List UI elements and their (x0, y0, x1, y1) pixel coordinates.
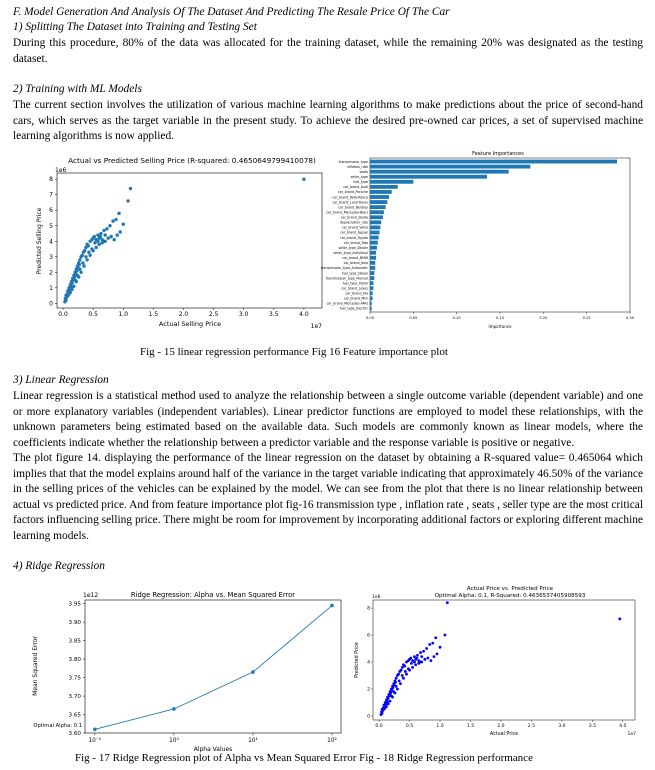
fig18-data-point (401, 666, 404, 669)
fig18-x-tick-label: 1.5 (466, 724, 475, 729)
fig18-data-point (420, 661, 423, 664)
fig18-data-point (396, 688, 399, 691)
fig18-x-ticks (375, 720, 626, 729)
fig16-bar (370, 205, 386, 209)
fig16-bar (370, 307, 372, 311)
fig17-data-point (93, 728, 97, 732)
fig17-y-tick-label: 3.95 (68, 601, 81, 608)
fig17-chart-title: Ridge Regression: Alpha vs. Mean Squared Error (130, 591, 296, 599)
fig18-data-point (395, 677, 398, 680)
fig18-data-point (390, 694, 393, 697)
fig18-data-point (415, 657, 418, 660)
fig15-data-point (114, 218, 117, 221)
fig15-data-point (117, 212, 120, 215)
fig15-data-point (100, 241, 103, 244)
fig15-x-ticks (58, 308, 309, 318)
fig16-category-label: car_brand_Mercedes-AMG (326, 301, 368, 306)
fig16-category-labels (321, 160, 369, 311)
fig18-x-tick-label: 4.0 (619, 724, 627, 729)
fig15-y-tick-label: 3 (49, 253, 53, 261)
fig16-feature-importance-chart (320, 148, 648, 334)
fig18-x-axis-label: Actual Price (489, 732, 519, 737)
subsection-heading-ridge-regression: 4) Ridge Regression (13, 560, 105, 572)
fig16-category-label: car_brand_Mercedes-Benz (326, 210, 368, 215)
fig18-y-tick-label: 6 (367, 633, 370, 639)
fig15-points (63, 178, 306, 304)
fig16-bar (370, 246, 377, 250)
fig16-bar (370, 195, 389, 199)
fig15-y-tick-label: 6 (49, 207, 53, 215)
fig18-y-tick-label: 0 (367, 714, 370, 720)
fig18-data-point (411, 666, 414, 669)
fig16-category-label: car_brand_Land Rover (332, 200, 368, 205)
fig15-data-point (96, 240, 99, 243)
fig16-category-label: transmission_type_Manual (325, 276, 368, 281)
fig17-x-ticks (88, 733, 336, 744)
fig16-bar (370, 276, 374, 280)
fig15-data-point (105, 227, 108, 230)
fig18-data-point (431, 642, 434, 645)
fig16-bar (370, 165, 530, 169)
fig18-data-point (413, 655, 416, 658)
fig15-x-tick-label: 3.0 (238, 311, 249, 318)
fig15-data-point (73, 275, 76, 278)
caption-fig15-16: Fig - 15 linear regression performance Fig 16 Feature importance plot (140, 346, 448, 358)
fig16-x-tick-label: 0.10 (452, 316, 461, 320)
fig18-x-tick-label: 3.5 (588, 724, 597, 729)
fig16-bar (370, 215, 383, 219)
fig17-x-tick-label: 10⁰ (169, 738, 179, 744)
fig18-data-point (420, 655, 423, 658)
fig15-data-point (70, 286, 73, 289)
fig15-y-tick-label: 5 (49, 222, 53, 230)
splitting-paragraph: During this procedure, 80% of the data was allocated for the training dataset, while the remaining 20% was designated as the testing dataset. (13, 37, 643, 65)
fig18-data-point (429, 659, 432, 662)
fig16-category-label: transmission_type (338, 159, 368, 164)
fig18-y-tick-label: 4 (367, 660, 370, 666)
fig18-y-axis-label: Predicted Price (355, 642, 360, 678)
fig15-x-tick-label: 1.0 (118, 311, 129, 318)
fig18-data-point (384, 706, 387, 709)
fig15-data-point (87, 250, 90, 253)
subsection-heading-splitting: 1) Splitting The Dataset into Training and Testing Set (13, 21, 257, 33)
fig15-y-multiplier: 1e6 (55, 167, 67, 174)
fig15-data-point (119, 230, 122, 233)
fig16-category-label: seller_type_Individual (333, 251, 368, 255)
fig18-data-point (425, 647, 428, 650)
fig16-category-label: car_brand_Mini (343, 296, 368, 301)
fig18-data-point (434, 636, 437, 639)
fig18-data-point (413, 661, 416, 664)
fig18-x-tick-label: 2.0 (497, 724, 505, 729)
fig15-x-axis-label: Actual Selling Price (158, 320, 222, 328)
fig16-bar (370, 256, 376, 260)
fig17-y-axis-label: Mean Squared Error (32, 636, 39, 696)
fig15-data-point (90, 247, 93, 250)
fig16-category-label: fuel_type_Petrol (342, 281, 368, 286)
fig16-bar (370, 185, 398, 189)
fig18-y-multiplier: 1e6 (372, 595, 381, 600)
fig18-data-point (387, 697, 390, 700)
fig15-y-tick-label: 8 (49, 176, 53, 184)
fig16-bar (370, 175, 487, 179)
fig16-bar (370, 261, 375, 265)
fig16-category-label: transmission_type_Automatic (320, 266, 368, 271)
fig15-data-point (126, 199, 129, 202)
linear-regression-paragraph: Linear regression is a statistical method used to analyze the relationship between a single outcome variable (dependent variable) and one or more explanatory variables (independent variables). Linear predictor functions are employed to model these relationships, with the unknown parameters being estimated based on the available data. Such models are commonly known as linear models, where the coefficients indicate whether the relationship between a predictor variable and the response variable is positive or negative. (13, 390, 643, 449)
fig15-data-point (94, 246, 97, 249)
fig17-series-line (95, 606, 332, 730)
fig16-category-label: seats (359, 169, 368, 174)
fig15-data-point (67, 292, 70, 295)
linear-regression-results-paragraph: The plot figure 14. displaying the performance of the linear regression on the dataset by obtaining a R-squared value= 0.465064 which implies that that the model explains around half of the variance in the target variable indicating that approximately 46.50% of the variance in the selling prices of the vehicles can be explained by the model. We can see from the plot that there is no linear relationship between actual vs predicted price. And from feature importance plot fig-16 transmission type , inflation rate , seats , seller type are the most critical factors influencing selling price. There might be room for improvement by incorporating additional factors or exploring different machine learning models. (13, 452, 643, 542)
fig15-linear-regression-scatter (10, 154, 330, 334)
fig17-y-tick-label: 3.90 (68, 620, 81, 627)
fig16-x-axis-label: Importance (488, 324, 512, 329)
fig15-data-point (106, 236, 109, 239)
fig18-data-point (414, 663, 417, 666)
fig18-data-point (392, 686, 395, 689)
fig18-data-point (399, 682, 402, 685)
fig18-data-point (397, 673, 400, 676)
fig15-data-point (111, 219, 114, 222)
fig16-category-label: car_brand_Bentley (338, 205, 368, 210)
fig16-bar (370, 281, 373, 285)
fig15-data-point (83, 249, 86, 252)
fig15-data-point (81, 254, 84, 257)
fig18-data-point (423, 658, 426, 661)
fig16-bar (370, 220, 381, 224)
fig15-x-tick-label: 3.5 (269, 311, 279, 318)
fig16-bar (370, 190, 392, 194)
fig17-y-tick-label: 3.85 (68, 638, 81, 645)
fig15-data-point (73, 278, 76, 281)
fig15-y-tick-label: 2 (49, 269, 53, 277)
fig17-line (93, 604, 334, 731)
fig17-plot-frame (85, 600, 341, 733)
fig18-x-tick-label: 1.0 (436, 724, 444, 729)
fig18-y-tick-label: 8 (367, 606, 370, 612)
fig15-data-point (82, 264, 85, 267)
fig16-category-label: car_brand_Volvo (341, 225, 368, 230)
fig16-bar (370, 231, 380, 235)
fig18-x-tick-label: 0.5 (405, 724, 414, 729)
fig15-y-tick-label: 4 (49, 238, 53, 246)
fig18-data-point (381, 712, 384, 715)
fig18-data-point (395, 685, 398, 688)
fig18-data-point (439, 646, 442, 649)
subsection-heading-linear-regression: 3) Linear Regression (13, 374, 109, 386)
fig18-y-ticks (367, 606, 373, 720)
fig16-bar (370, 170, 509, 174)
fig17-y-tick-label: 3.60 (68, 731, 81, 737)
fig15-data-point (78, 258, 81, 261)
fig18-data-point (386, 701, 389, 704)
fig16-bar (370, 210, 384, 214)
fig18-data-point (433, 655, 436, 658)
fig15-x-tick-label: 1.5 (148, 311, 159, 318)
fig18-data-point (428, 643, 431, 646)
fig15-data-point (93, 241, 96, 244)
fig16-bar (370, 200, 387, 204)
fig15-y-tick-label: 1 (49, 284, 53, 292)
fig17-y-tick-label: 3.80 (68, 657, 81, 664)
fig15-data-point (81, 261, 84, 264)
fig17-data-point (172, 707, 176, 711)
fig16-bars (370, 160, 617, 311)
fig18-data-point (404, 670, 407, 673)
fig15-data-point (116, 233, 119, 236)
fig16-bar (370, 225, 380, 229)
fig16-bar (370, 271, 374, 275)
fig18-x-tick-label: 0.0 (375, 724, 383, 729)
fig17-data-point (251, 670, 255, 674)
fig16-category-label: car_brand_Jeep (343, 261, 368, 266)
fig15-x-tick-label: 0.5 (88, 311, 98, 318)
fig16-x-tick-label: 0.00 (365, 316, 375, 320)
fig15-x-tick-label: 0.0 (58, 311, 68, 318)
fig15-y-tick-label: 7 (49, 191, 53, 199)
fig15-y-axis-label: Predicted Selling Price (36, 207, 43, 275)
fig16-category-label: car_brand_Rolls-Royce (332, 195, 368, 200)
fig16-bar (370, 236, 379, 240)
fig16-x-ticks (366, 312, 635, 320)
fig16-bar (370, 296, 373, 300)
fig15-data-point (84, 255, 87, 258)
fig18-data-point (443, 634, 446, 637)
fig18-data-point (400, 669, 403, 672)
fig16-category-label: seller_type (350, 175, 368, 179)
fig15-y-tick-label: 0 (49, 300, 53, 308)
fig18-data-point (392, 690, 395, 693)
fig15-data-point (76, 274, 79, 277)
fig15-data-point (85, 258, 88, 261)
fig15-x-multiplier: 1e7 (310, 323, 322, 330)
fig16-category-label: fuel_type (353, 180, 368, 185)
fig16-bar (370, 160, 617, 164)
fig18-points (380, 601, 622, 716)
fig16-bar (370, 291, 373, 295)
fig18-data-point (422, 650, 425, 653)
fig18-data-point (389, 692, 392, 695)
fig18-x-multiplier: 1e7 (627, 732, 636, 737)
fig18-chart-title: Actual Price vs. Predicted Price (466, 586, 554, 592)
fig16-bar (370, 241, 378, 245)
fig16-category-label: inflation_rate (346, 164, 368, 169)
fig18-data-point (405, 673, 408, 676)
fig15-data-point (88, 254, 91, 257)
fig18-data-point (426, 657, 429, 660)
fig18-data-point (436, 653, 439, 656)
fig16-category-label: seller_type_Dealer (338, 245, 368, 250)
fig15-data-point (302, 178, 305, 181)
fig15-data-point (70, 281, 73, 284)
fig15-y-ticks (49, 176, 57, 307)
fig18-data-point (618, 617, 621, 620)
section-title: F. Model Generation And Analysis Of The Dataset And Predicting The Resale Price Of The Car (13, 6, 450, 18)
fig18-data-point (398, 679, 401, 682)
fig16-category-label: car_brand_Jaguar (340, 230, 368, 235)
fig18-data-point (407, 667, 410, 670)
fig18-data-point (409, 657, 412, 660)
fig15-chart-title: Actual vs Predicted Selling Price (R-squared: 0.4650649799410078) (68, 156, 316, 165)
fig16-bar (370, 301, 372, 305)
fig17-x-tick-label: 10² (327, 738, 337, 744)
fig15-data-point (113, 238, 116, 241)
fig18-x-tick-label: 3.0 (558, 724, 566, 729)
fig18-data-point (410, 662, 413, 665)
fig15-data-point (79, 271, 82, 274)
fig15-data-point (96, 233, 99, 236)
fig17-annotation: Optimal Alpha: 0.1 (33, 723, 82, 729)
fig17-y-tick-label: 3.75 (68, 675, 81, 682)
fig15-data-point (78, 268, 81, 271)
fig15-data-point (122, 223, 125, 226)
fig18-data-point (401, 674, 404, 677)
fig16-category-label: car_brand_Kia (345, 291, 368, 296)
fig16-category-label: fuel_type_Electric (339, 306, 368, 311)
fig16-category-label: car_brand_BMW (342, 256, 368, 261)
fig15-data-point (99, 232, 102, 235)
fig16-bar (370, 251, 376, 255)
fig15-data-point (78, 263, 81, 266)
fig18-data-point (446, 601, 449, 604)
fig16-x-tick-label: 0.20 (539, 316, 548, 320)
subsection-heading-training: 2) Training with ML Models (13, 83, 142, 95)
fig17-data-point (330, 604, 334, 608)
fig15-data-point (93, 235, 96, 238)
fig15-data-point (102, 229, 105, 232)
fig18-data-point (417, 662, 420, 665)
training-paragraph: The current section involves the utilization of various machine learning algorithms to make predictions about the price of second-hand cars, which serves as the target variable in the present study. To achieve the desired pre-owned car prices, a set of supervised machine learning algorithms is now applied. (13, 99, 643, 143)
fig18-data-point (419, 651, 422, 654)
fig17-y-tick-label: 3.70 (68, 694, 81, 701)
fig16-bar (370, 266, 375, 270)
fig16-x-tick-label: 0.15 (495, 316, 505, 320)
fig16-bar (370, 180, 413, 184)
fig18-data-point (389, 700, 392, 703)
fig15-data-point (87, 244, 90, 247)
fig17-y-multiplier: 1e12 (83, 592, 99, 599)
fig18-data-point (402, 677, 405, 680)
fig17-x-tick-label: 10¹ (248, 738, 258, 744)
fig15-data-point (110, 235, 113, 238)
fig15-x-tick-label: 2.0 (178, 311, 189, 318)
fig16-x-tick-label: 0.25 (582, 316, 591, 320)
fig17-x-axis-label: Alpha Values (193, 746, 233, 753)
fig17-ridge-alpha-vs-mse (13, 589, 343, 754)
fig15-data-point (75, 269, 78, 272)
fig15-data-point (108, 224, 111, 227)
fig15-x-tick-label: 2.5 (208, 311, 219, 318)
fig16-chart-title: Feature Importances (472, 151, 524, 157)
fig17-x-tick-label: 10⁻¹ (88, 738, 102, 744)
fig16-category-label: car_brand_Audi (343, 185, 368, 190)
fig15-data-point (129, 187, 132, 190)
fig18-data-point (403, 665, 406, 668)
fig15-x-tick-label: 4.0 (299, 311, 309, 318)
fig18-data-point (394, 681, 397, 684)
fig16-category-label: car_brand_Tata (343, 240, 368, 245)
caption-fig17-18: Fig - 17 Ridge Regression plot of Alpha vs Mean Squared Error Fig - 18 Ridge Regression performance (75, 752, 533, 764)
fig15-data-point (97, 243, 100, 246)
fig16-category-label: car_brand_Porsche (338, 190, 368, 195)
fig17-y-ticks (69, 602, 85, 737)
fig16-category-label: fuel_type_Diesel (341, 271, 368, 276)
fig18-ridge-actual-vs-predicted (350, 583, 645, 743)
fig18-chart-subtitle: Optimal Alpha: 0.1, R-Squared: 0.4636537405908593 (434, 593, 586, 599)
fig16-category-label: car_brand_Lexus (341, 286, 368, 291)
fig18-y-tick-label: 2 (367, 687, 370, 693)
fig15-data-point (103, 233, 106, 236)
fig16-category-label: car_brand_Skoda (340, 215, 368, 220)
fig18-data-point (416, 654, 419, 657)
fig16-x-tick-label: 0.30 (625, 316, 635, 320)
fig17-y-tick-label: 3.65 (68, 712, 81, 719)
fig16-category-label: depreciation_rate (340, 220, 368, 225)
fig16-bar (370, 286, 373, 290)
fig16-x-tick-label: 0.05 (409, 316, 418, 320)
fig15-data-point (103, 240, 106, 243)
fig15-data-point (64, 299, 67, 302)
fig18-x-tick-label: 2.5 (527, 724, 536, 729)
fig16-category-label: car_brand_Toyota (340, 235, 368, 240)
